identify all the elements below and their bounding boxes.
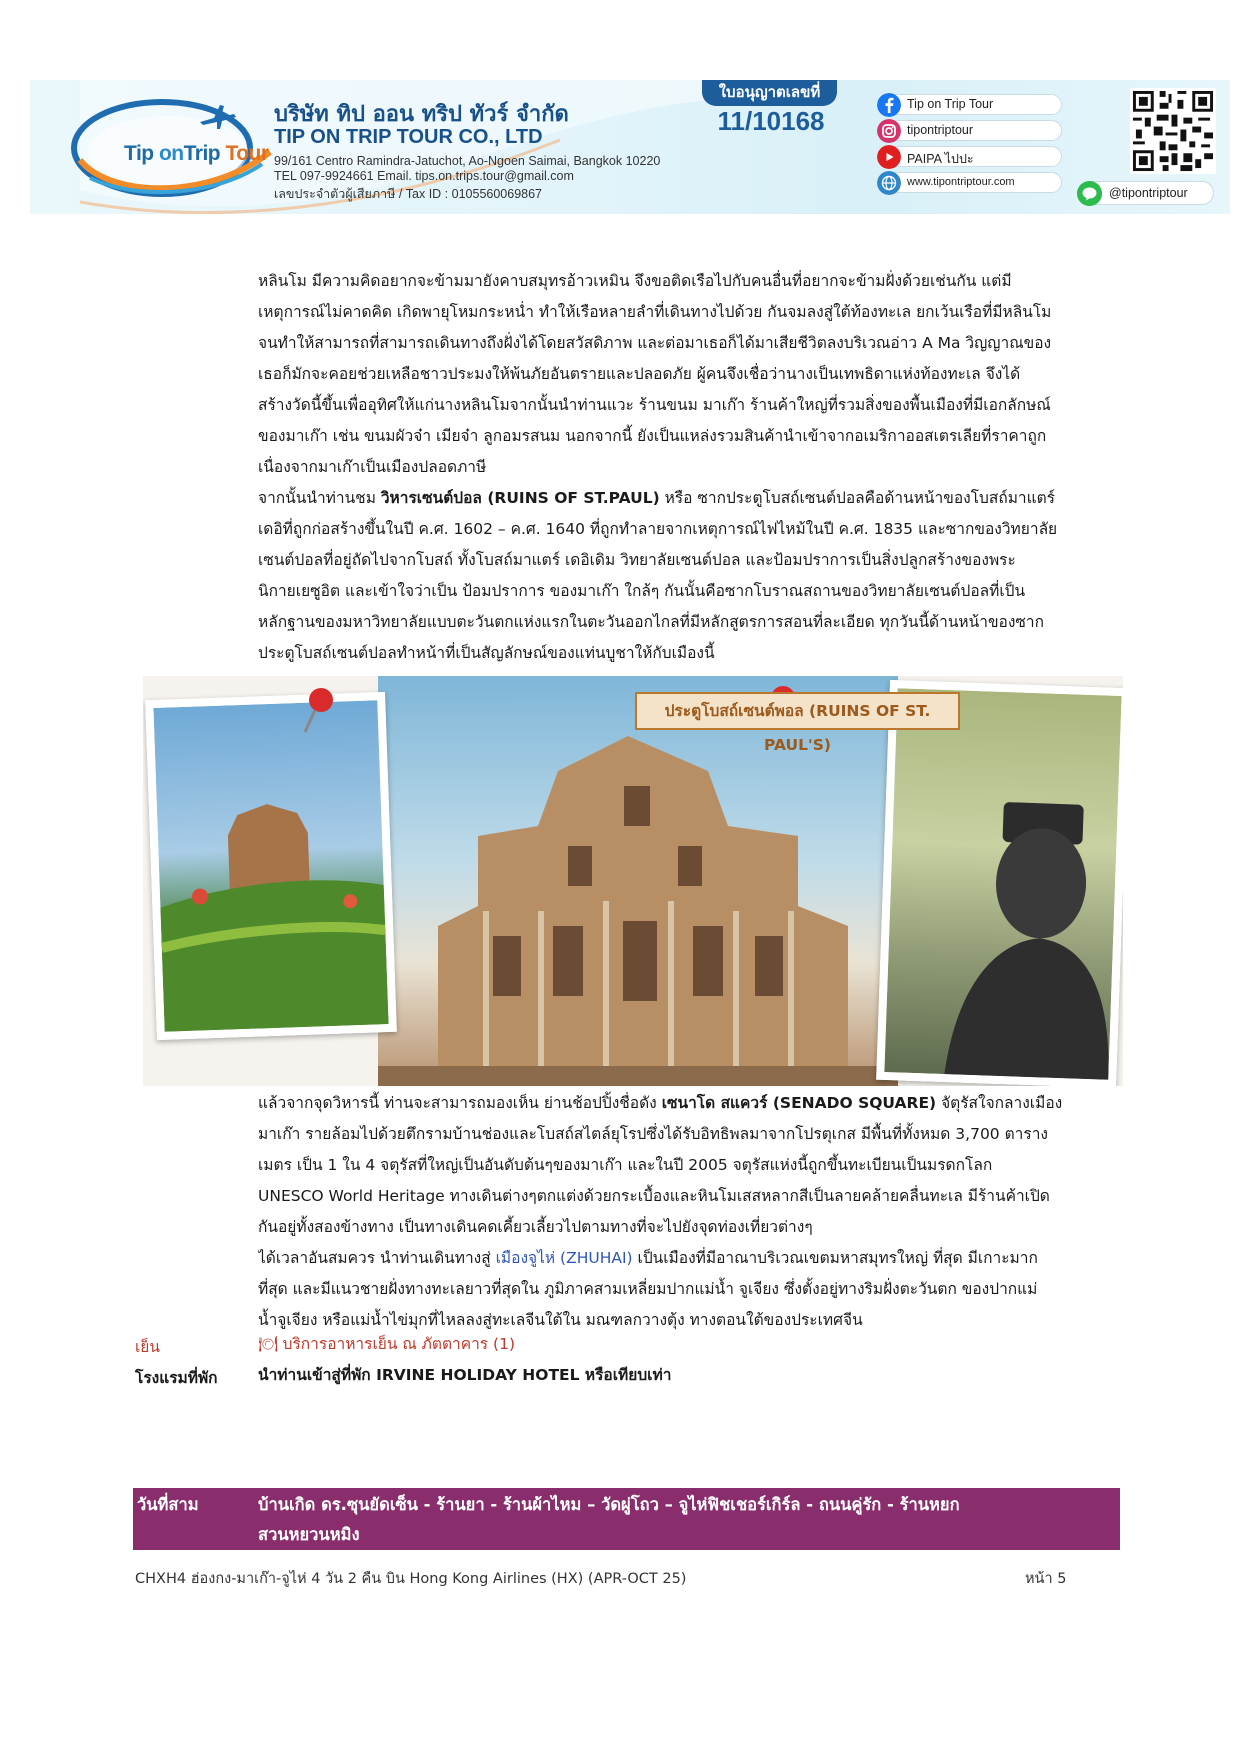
photo-statue (876, 680, 1123, 1086)
text-line (258, 1329, 1118, 1360)
collage-title: ประตูโบสถ์เซนต์พอล (RUINS OF ST. PAUL'S) (635, 692, 960, 730)
day-three-banner (133, 1488, 1120, 1550)
text-lead: จากนั้นนำท่านชม (258, 489, 381, 507)
instagram-icon (877, 119, 901, 143)
license-label: ใบอนุญาตเลขที่ (702, 80, 837, 106)
text-line: จนทำให้สามารถที่สามารถเดินทางถึงฝั่งได้โดยสวัสดิภาพ และต่อมาเธอก็ได้มาเสียชีวิตลงบริเวณอ่าว A Ma วิญญาณของ (258, 334, 1052, 352)
text-line: นิกายเยซูอิต และเข้าใจว่าเป็น ป้อมปราการ ของมาเก๊า ใกล้ๆ กันนั้นคือซากโบราณสถานของวิทยาลัยเซนต์ปอลที่เป็น (258, 582, 1026, 600)
page-number: หน้า 5 (1025, 1571, 1067, 1587)
text-line: เธอก็มักจะคอยช่วยเหลือชาวประมงให้พ้นภัยอันตรายและปลอดภัย ผู้คนจึงเชื่อว่านางเป็นเทพธิดาแห่งท้องทะเล จึงได้ (258, 365, 1021, 383)
text-line: เดอิที่ถูกก่อสร้างขึ้นในปี ค.ศ. 1602 – ค.ศ. 1640 ที่ถูกทำลายจากเหตุการณ์ไฟไหม้ในปี ค.ศ. 1835 และซากของวิทยาลัย (258, 520, 1058, 538)
dinner-label: เย็น (135, 1338, 160, 1356)
text-line (258, 1088, 1118, 1119)
text-line: ประตูโบสถ์เซนต์ปอลทำหน้าที่เป็นสัญลักษณ์ของแท่นบูชาให้กับเมืองนี้ (258, 644, 715, 662)
text-lead: ได้เวลาอันสมควร นำท่านเดินทางสู่ (258, 1249, 496, 1267)
garden-illustration (153, 700, 388, 1032)
facebook-icon (877, 93, 901, 117)
paragraph-zhuhai (258, 1243, 1118, 1336)
paragraph-senado-square (258, 1088, 1118, 1243)
text-line (258, 483, 1118, 514)
text-line: น้ำจูเจียง หรือแม่น้ำไข่มุกที่ไหลลงสู่ทะเลจีนใต้ใน มณฑลกวางตุ้ง ทางตอนใต้ของประเทศจีน (258, 1311, 863, 1329)
line-label: @tipontriptour (1109, 186, 1188, 200)
city-name: เมืองจูไห่ (ZHUHAI) (495, 1249, 633, 1267)
footer-tour-code: CHXH4 ฮ่องกง-มาเก๊า-จูไห่ 4 วัน 2 คืน บิน Hong Kong Airlines (HX) (APR-OCT 25) (135, 1571, 687, 1587)
facebook-label: Tip on Trip Tour (907, 97, 994, 111)
social-line[interactable] (1078, 181, 1214, 205)
photo-collage (143, 676, 1123, 1086)
social-website[interactable] (880, 172, 1062, 193)
text-line: หลักฐานของมหาวิทยาลัยแบบตะวันตกแห่งแรกในตะวันออกไกลที่มีหลักสูตรการสอนที่ละเอียด ทุกวันนี้ด้านหน้าของซาก (258, 613, 1045, 631)
company-name-thai: บริษัท ทิป ออน ทริป ทัวร์ จำกัด (274, 102, 569, 127)
text-rest: หรือ ซากประตูโบสถ์เซนต์ปอลคือด้านหน้าของโบสถ์มาแตร์ (659, 489, 1056, 507)
text-line: เนื่องจากมาเก๊าเป็นเมืองปลอดภาษี (258, 458, 487, 476)
statue-illustration (884, 688, 1121, 1080)
social-instagram[interactable] (880, 120, 1062, 141)
header-banner (30, 80, 1230, 214)
company-contact: TEL 097-9924661 Email. tips.on.trips.tour@gmail.com (274, 169, 574, 183)
pushpin-icon (301, 686, 335, 736)
dinner-plate-icon: 🍽 (258, 1335, 278, 1353)
company-tax-id: เลขประจำตัวผู้เสียภาษี / Tax ID : 0105560069867 (274, 187, 543, 201)
text-line: เซนต์ปอลที่อยู่ถัดไปจากโบสถ์ ทั้งโบสถ์มาแตร์ เดอิเดิม วิทยาลัยเซนต์ปอล และป้อมปราการเป็นสิ่งปลูกสร้างของพระ (258, 551, 1016, 569)
company-address: 99/161 Centro Ramindra-Jatuchot, Ao-Ngoen Saimai, Bangkok 10220 (274, 154, 661, 168)
text-lead: แล้วจากจุดวิหารนี้ ท่านจะสามารถมองเห็น ย่านช้อปปิ้งชื่อดัง (258, 1094, 662, 1112)
day-label: วันที่สาม (137, 1495, 199, 1514)
text-line: ที่สุด และมีแนวชายฝั่งทางทะเลยาวที่สุดใน ภูมิภาคสามเหลี่ยมปากแม่น้ำ จูเจียง ซึ่งตั้งอยู่ทางริมฝั่งตะวันตก ของปากแม่ (258, 1280, 1038, 1298)
social-facebook[interactable] (880, 94, 1062, 115)
hotel-label: โรงแรมที่พัก (135, 1369, 218, 1387)
day-itinerary-line-2: สวนหยวนหมิง (258, 1525, 360, 1544)
dinner-row (258, 1329, 1118, 1360)
text-line: เหตุการณ์ไม่คาดคิด เกิดพายุโหมกระหน่ำ ทำให้เรือหลายลำที่เดินทางไปด้วย กันจมลงสู่ใต้ท้องทะเล ยกเว้นเรือที่มีหลินโม (258, 303, 1052, 321)
instagram-label: tipontriptour (907, 123, 974, 137)
attraction-name: เซนาโด สแควร์ (SENADO SQUARE) (661, 1094, 937, 1112)
hotel-text: นำท่านเข้าสู่ที่พัก IRVINE HOLIDAY HOTEL หรือเทียบเท่า (258, 1366, 672, 1384)
text-line (258, 1243, 1118, 1274)
company-name-english: TIP ON TRIP TOUR CO., LTD (274, 126, 543, 148)
line-icon (1077, 181, 1102, 206)
text-rest: เป็นเมืองที่มีอาณาบริเวณเขตมหาสมุทรใหญ่ ที่สุด มีเกาะมาก (632, 1249, 1038, 1267)
paragraph-ruins-st-paul (258, 483, 1118, 669)
text-line: กันอยู่ทั้งสองข้างทาง เป็นทางเดินคดเคี้ยวเลี้ยวไปตามทางที่จะไปยังจุดท่องเที่ยวต่างๆ (258, 1218, 813, 1236)
text-rest: จัตุรัสใจกลางเมือง (936, 1094, 1063, 1112)
globe-icon (877, 171, 901, 195)
license-number: 11/10168 (717, 106, 825, 136)
logo-text-tip: Tip (124, 142, 159, 165)
dinner-text: บริการอาหารเย็น ณ ภัตตาคาร (1) (277, 1335, 515, 1353)
attraction-name: วิหารเซนต์ปอล (RUINS OF ST.PAUL) (380, 489, 660, 507)
logo-text-on: on (158, 142, 184, 165)
photo-ruins-with-garden (145, 692, 397, 1040)
text-line: UNESCO World Heritage ทางเดินต่างๆตกแต่งด้วยกระเบื้องและหินโมเสสหลากสีเป็นลายคล้ายคลื่นทะเล มีร้านค้าเปิด (258, 1187, 1050, 1205)
text-line: มาเก๊า รายล้อมไปด้วยตึกรามบ้านช่องและโบสถ์สไตล์ยุโรปซึ่งได้รับอิทธิพลมาจากโปรตุเกส มีพื้นที่ทั้งหมด 3,700 ตาราง (258, 1125, 1048, 1143)
social-youtube[interactable] (880, 146, 1062, 167)
logo-text (124, 142, 269, 166)
youtube-icon (877, 145, 901, 169)
text-line: ของมาเก๊า เช่น ขนมผัวจ๋า เมียจ๋า ลูกอมรสนม นอกจากนี้ ยังเป็นแหล่งรวมสินค้านำเข้าจากอเมริกาออสเตรเลียที่ราคาถูก (258, 427, 1047, 445)
hotel-row (258, 1360, 1118, 1391)
paragraph-a-ma-temple (258, 266, 1118, 483)
day-itinerary-line-1: บ้านเกิด ดร.ซุนยัดเซ็น - ร้านยา - ร้านผ้าไหม – วัดผู่โถว – จูไห่ฟิชเชอร์เกิร์ล - ถนนคู่รัก - ร้านหยก (258, 1495, 960, 1514)
youtube-label: PAIPA ไปปะ (907, 152, 974, 166)
logo-text-trip: Trip (183, 142, 226, 165)
text-line: หลินโม มีความคิดอยากจะข้ามมายังคาบสมุทรอ้าวเหมิน จึงขอติดเรือไปกับคนอื่นที่อยากจะข้ามฝั่งด้วยเช่นกัน แต่มี (258, 272, 1012, 290)
company-logo (70, 90, 285, 202)
qr-code[interactable] (1130, 88, 1216, 174)
logo-text-tour: Tour (225, 142, 269, 165)
website-label: www.tipontriptour.com (907, 176, 1015, 188)
text-line: สร้างวัดนี้ขึ้นเพื่ออุทิศให้แก่นางหลินโมจากนั้นนำท่านแวะ ร้านขนม มาเก๊า ร้านค้าใหญ่ที่รวมสิ่งของพื้นเมืองที่มีเอกลักษณ์ (258, 396, 1051, 414)
airplane-icon (198, 102, 238, 132)
text-line: เมตร เป็น 1 ใน 4 จตุรัสที่ใหญ่เป็นอันดับต้นๆของมาเก๊า และในปี 2005 จตุรัสแห่งนี้ถูกขึ้นทะเบียนเป็นมรดกโลก (258, 1156, 993, 1174)
